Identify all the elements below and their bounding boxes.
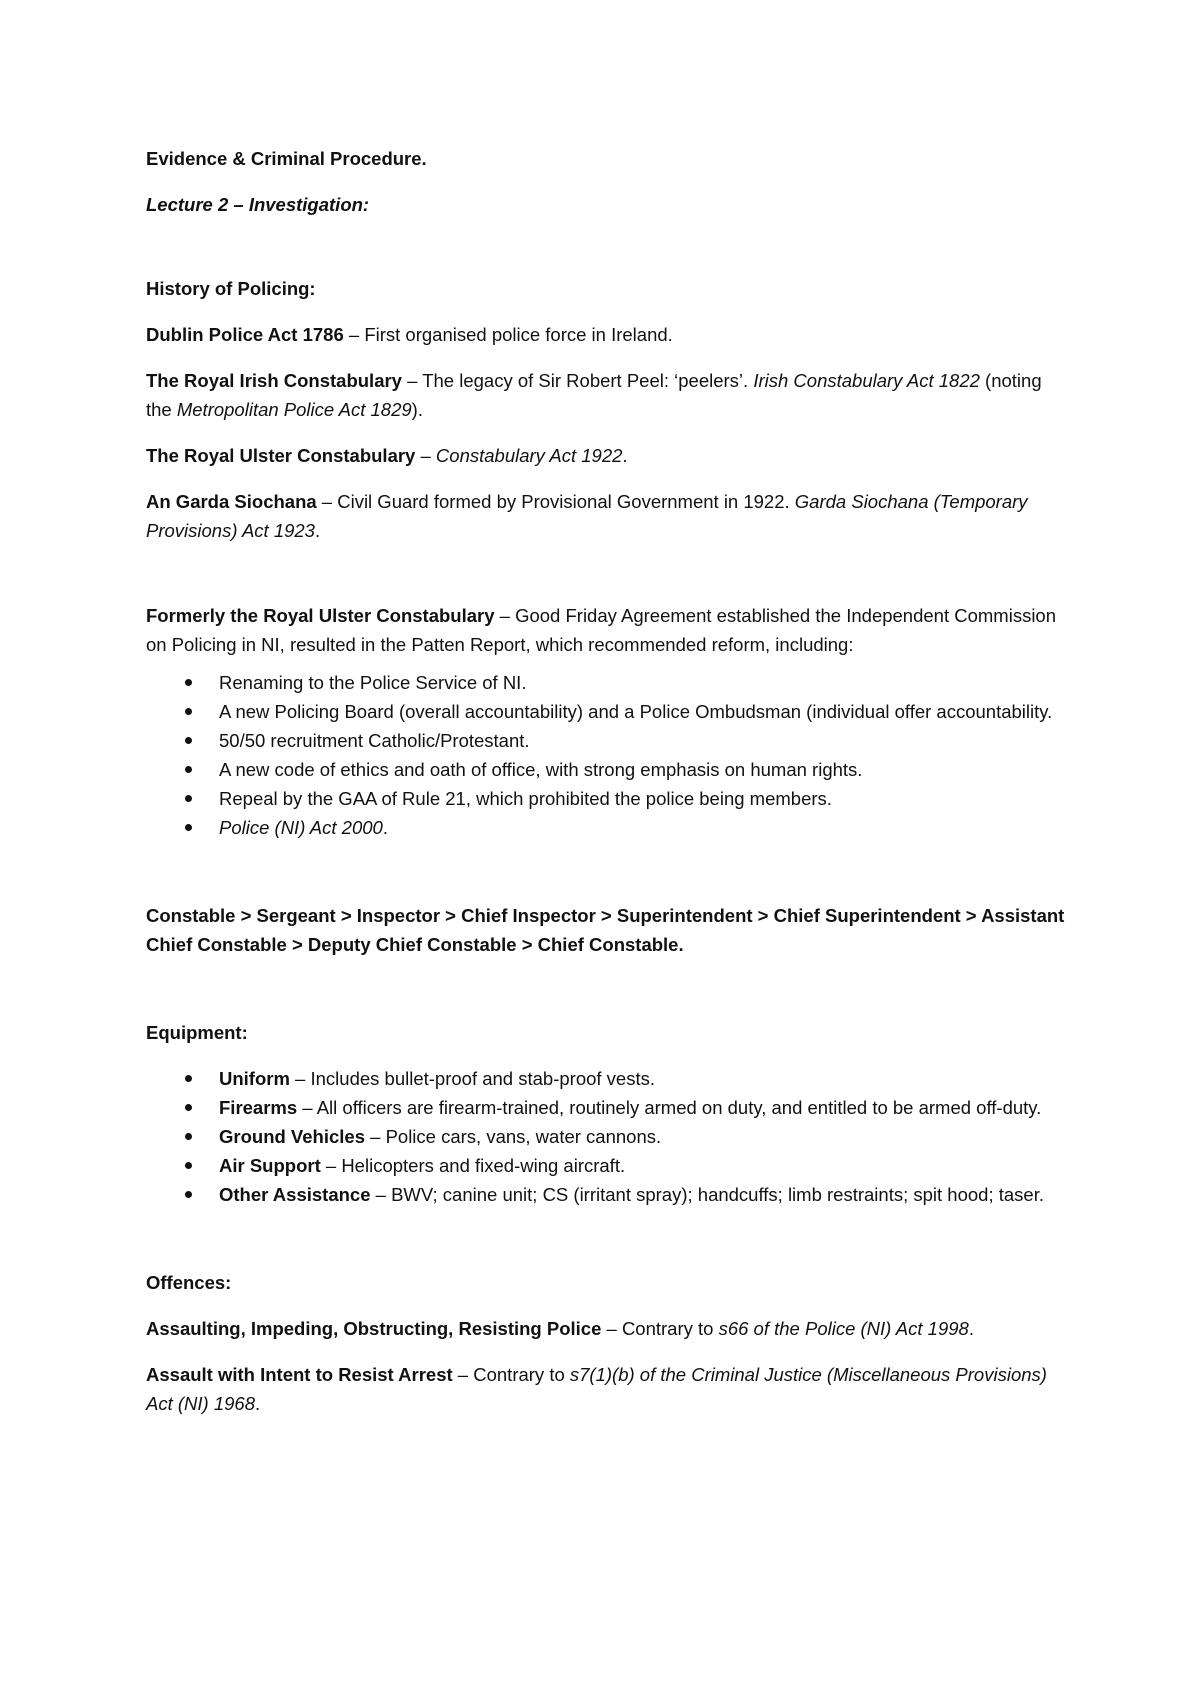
equipment-text: – Includes bullet-proof and stab-proof vests. [289, 1068, 655, 1089]
equipment-item-uniform [146, 1064, 1066, 1093]
document-title: Evidence & Criminal Procedure. [146, 148, 427, 169]
equipment-text: – All officers are firearm-trained, routinely armed on duty, and entitled to be armed off-duty. [297, 1097, 1042, 1118]
reform-list-item [146, 813, 1066, 842]
offence-text: – Contrary to [601, 1318, 719, 1339]
equipment-item-air-support [146, 1151, 1066, 1180]
equipment-item-other-assistance [146, 1180, 1066, 1209]
equipment-term: Ground Vehicles [219, 1126, 365, 1147]
ric-text-1: – The legacy of Sir Robert Peel: ‘peelers’. [401, 370, 754, 391]
history-heading: History of Policing: [146, 278, 316, 299]
offence-term: Assault with Intent to Resist Arrest [146, 1364, 453, 1385]
offence-tail: . [968, 1318, 974, 1339]
formerly-term: Formerly the Royal Ulster Constabulary [146, 605, 495, 626]
offences-heading: Offences: [146, 1272, 232, 1293]
reform-list-item-tail: . [382, 817, 388, 838]
ric-text-2: (noting the [146, 370, 1042, 420]
document-body [146, 144, 1066, 1418]
dublin-text: – First organised police force in Ireland. [343, 324, 673, 345]
ric-act-1: Irish Constabulary Act 1822 [753, 370, 980, 391]
dublin-term: Dublin Police Act 1786 [146, 324, 344, 345]
reform-list-item: Repeal by the GAA of Rule 21, which prohibited the police being members. [146, 784, 1066, 813]
equipment-heading: Equipment: [146, 1022, 248, 1043]
offence-text: – Contrary to [452, 1364, 570, 1385]
garda-text-2: . [314, 520, 321, 541]
lecture-subtitle: Lecture 2 – Investigation: [146, 194, 370, 215]
rank-hierarchy: Constable > Sergeant > Inspector > Chief Inspector > Superintendent > Chief Superintendent > Assistant Chief Constable > Deputy Chief Constable > Chief Constable. [146, 905, 1065, 955]
equipment-list [146, 1064, 1066, 1209]
paragraph-formerly-ruc [146, 601, 1066, 659]
equipment-item-firearms [146, 1093, 1066, 1122]
equipment-text: – BWV; canine unit; CS (irritant spray); handcuffs; limb restraints; spit hood; taser. [370, 1184, 1044, 1205]
paragraph-dublin [146, 320, 1066, 349]
reform-list-item: A new code of ethics and oath of office, with strong emphasis on human rights. [146, 755, 1066, 784]
police-ni-act-2000: Police (NI) Act 2000 [219, 817, 383, 838]
garda-text-1: – Civil Guard formed by Provisional Government in 1922. [316, 491, 795, 512]
reform-list-item: 50/50 recruitment Catholic/Protestant. [146, 726, 1066, 755]
ruc-text-2: . [622, 445, 628, 466]
reform-list-item: A new Policing Board (overall accountability) and a Police Ombudsman (individual offer accountability. [146, 697, 1066, 726]
ric-term: The Royal Irish Constabulary [146, 370, 402, 391]
ruc-act: Constabulary Act 1922 [435, 445, 623, 466]
equipment-text: – Police cars, vans, water cannons. [365, 1126, 662, 1147]
ruc-text-1: – [415, 445, 436, 466]
equipment-term: Firearms [219, 1097, 298, 1118]
equipment-term: Uniform [219, 1068, 290, 1089]
ruc-term: The Royal Ulster Constabulary [146, 445, 416, 466]
paragraph-garda [146, 487, 1066, 545]
offence-statute-ref: s7(1)(b) of the Criminal Justice (Miscellaneous Provisions) Act (NI) 1968 [146, 1364, 1047, 1414]
garda-act: Garda Siochana (Temporary Provisions) Act 1923 [146, 491, 1028, 541]
ric-text-3: ). [411, 399, 423, 420]
equipment-text: – Helicopters and fixed-wing aircraft. [320, 1155, 626, 1176]
equipment-term: Other Assistance [219, 1184, 371, 1205]
paragraph-ruc [146, 441, 1066, 470]
offence-term: Assaulting, Impeding, Obstructing, Resisting Police [146, 1318, 602, 1339]
reform-list [146, 668, 1066, 842]
garda-term: An Garda Siochana [146, 491, 317, 512]
paragraph-ric [146, 366, 1066, 424]
equipment-item-ground-vehicles [146, 1122, 1066, 1151]
reform-list-item: Renaming to the Police Service of NI. [146, 668, 1066, 697]
equipment-term: Air Support [219, 1155, 321, 1176]
offence-assaulting-police [146, 1314, 1066, 1343]
formerly-text: – Good Friday Agreement established the Independent Commission on Policing in NI, resulted in the Patten Report, which recommended reform, including: [146, 605, 1057, 655]
offence-tail: . [255, 1393, 261, 1414]
offence-statute-ref: s66 of the Police (NI) Act 1998 [718, 1318, 969, 1339]
ric-act-2: Metropolitan Police Act 1829 [176, 399, 412, 420]
offence-assault-resist-arrest [146, 1360, 1066, 1418]
